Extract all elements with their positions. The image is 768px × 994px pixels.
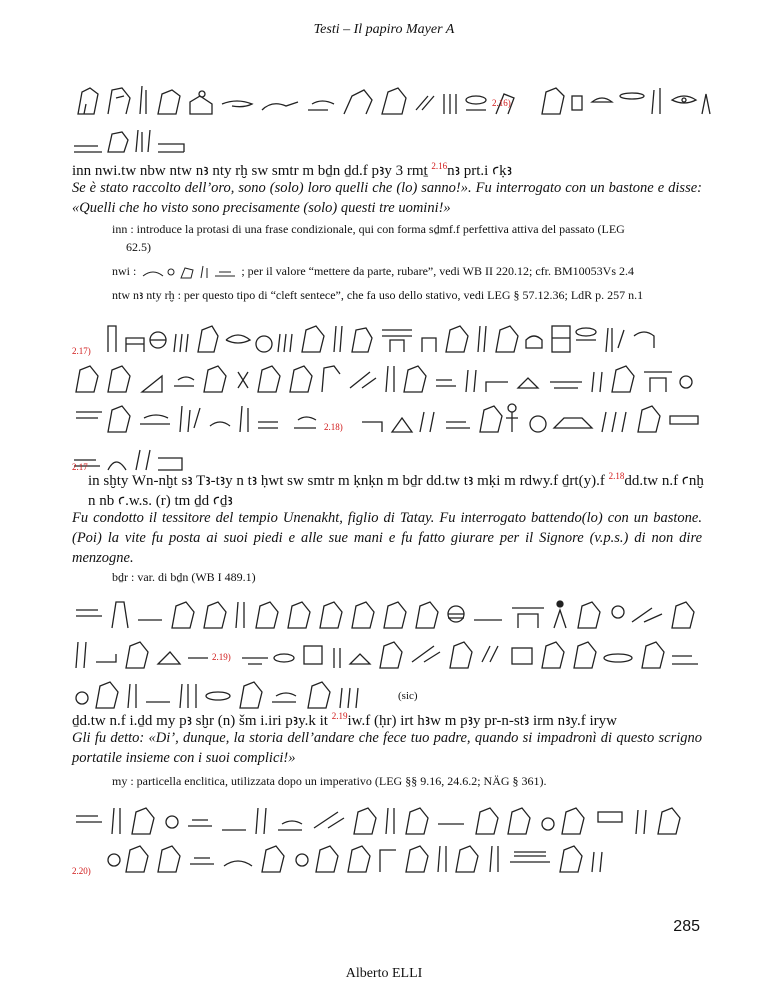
translit-text: inn nwi.tw nbw ntw nꜣ nty rḫ sw smtr m bḏn ḏd.f pꜣy 3 rmṯ: [72, 163, 432, 179]
hieroglyph-line-8: [72, 634, 702, 672]
note-text: inn : introduce la protasi di una frase condizionale, qui con forma sḏmf.f perfettiva attiva del passato (LEG: [112, 222, 625, 236]
hieroglyph-sequence: [72, 80, 712, 118]
hieroglyph-sequence: [72, 398, 702, 436]
commentary-note: ntw nꜣ nty rḫ : per questo tipo di “cleft sentece”, che fa uso dello stativo, vedi LEG § 57.12.36; LdR p. 257 n.1: [112, 288, 644, 302]
line-ref: 2.19: [331, 711, 348, 721]
line-ref: 2.16: [431, 161, 448, 171]
hieroglyph-sequence: [72, 126, 192, 156]
page-number: 285: [673, 918, 700, 935]
hieroglyph-sequence: [72, 358, 702, 396]
commentary-note: [112, 262, 702, 280]
translit-text: nꜣ prt.i ꜥḳꜣ: [447, 163, 513, 179]
hieroglyph-line-1: [72, 80, 712, 118]
footer-author: Alberto ELLI: [345, 966, 423, 981]
note-text: 62.5): [126, 240, 151, 254]
line-marker-2-20: 2.20): [72, 866, 91, 876]
inline-hieroglyphs: [141, 264, 239, 280]
translit-text: ḏd.tw n.f i.ḏd my pꜣ sḫr (n) šm i.iri pꜣy.k it: [72, 713, 332, 729]
translit-text: dd.tw n.f ꜥnḫ n nb ꜥ.w.s. (r) tm ḏd ꜥḏꜣ: [88, 473, 704, 509]
commentary-note: [112, 220, 702, 256]
translit-text: iw.f (ḥr) irt hꜣw m pꜣy pr-n-stꜣ irm nꜣy.f iryw: [347, 713, 617, 729]
hieroglyph-line-10: [72, 800, 702, 838]
line-marker-2-16: 2.16): [492, 98, 511, 108]
line-ref-2-17: 2.17: [72, 462, 88, 472]
line-marker-2-19: 2.19): [212, 652, 231, 662]
hieroglyph-line-5: [72, 398, 702, 436]
line-marker-2-17: 2.17): [72, 346, 91, 356]
sic-marker: (sic): [398, 690, 418, 702]
hieroglyph-line-7: [72, 594, 702, 632]
commentary-note: my : particella enclitica, utilizzata dopo un imperativo (LEG §§ 9.16, 24.6.2; NÄG § 361).: [112, 774, 547, 788]
commentary-note: bḏr : var. di bḏn (WB I 489.1): [112, 570, 256, 584]
line-marker-2-18: 2.18): [324, 422, 343, 432]
translit-text: in sḫty Wn-nḫt sꜣ Tꜣ-tꜣy n tꜣ ḥwt sw smtr m ḳnḳn m bḏr dd.tw tꜣ mḳi m rdwy.f ḏrt(y).f: [88, 473, 609, 489]
hieroglyph-sequence: [72, 594, 702, 632]
hieroglyph-sequence: [72, 634, 702, 672]
hieroglyph-line-3: [104, 318, 704, 356]
running-header: Testi – Il papiro Mayer A: [313, 22, 455, 37]
note-text: nwi :: [112, 264, 140, 278]
line-ref: 2.18: [608, 471, 625, 481]
transliteration-2: [88, 466, 704, 511]
hieroglyph-sequence: [72, 800, 702, 838]
hieroglyph-line-2: [72, 118, 192, 156]
translation-2: Fu condotto il tessitore del tempio Unenakht, figlio di Tatay. Fu interrogato battendo(lo) con un bastone. (Poi) la vite fu posta ai suoi piedi e alle sue mani e fu fatto giurare per il Signore (v.p.s.) di non dire menzogne.: [72, 510, 702, 566]
hieroglyph-sequence: [104, 838, 664, 876]
translation-3: Gli fu detto: «Di’, dunque, la storia dell’andare che fece tuo padre, quando si impadronì di questo scrigno portatile insieme con i suoi complici!»: [72, 730, 702, 766]
hieroglyph-line-11: [104, 838, 664, 876]
translation-1: Se è stato raccolto dell’oro, sono (solo) loro quelli che (lo) sanno!». Fu interrogato con un bastone e disse: «Quelli che ho visto sono precisamente (solo) questi tre uomini!»: [72, 180, 702, 216]
hieroglyph-line-4: [72, 358, 702, 396]
hieroglyph-sequence: [104, 318, 704, 356]
note-text: ; per il valore “mettere da parte, rubare”, vedi WB II 220.12; cfr. BM10053Vs 2.4: [241, 264, 634, 278]
